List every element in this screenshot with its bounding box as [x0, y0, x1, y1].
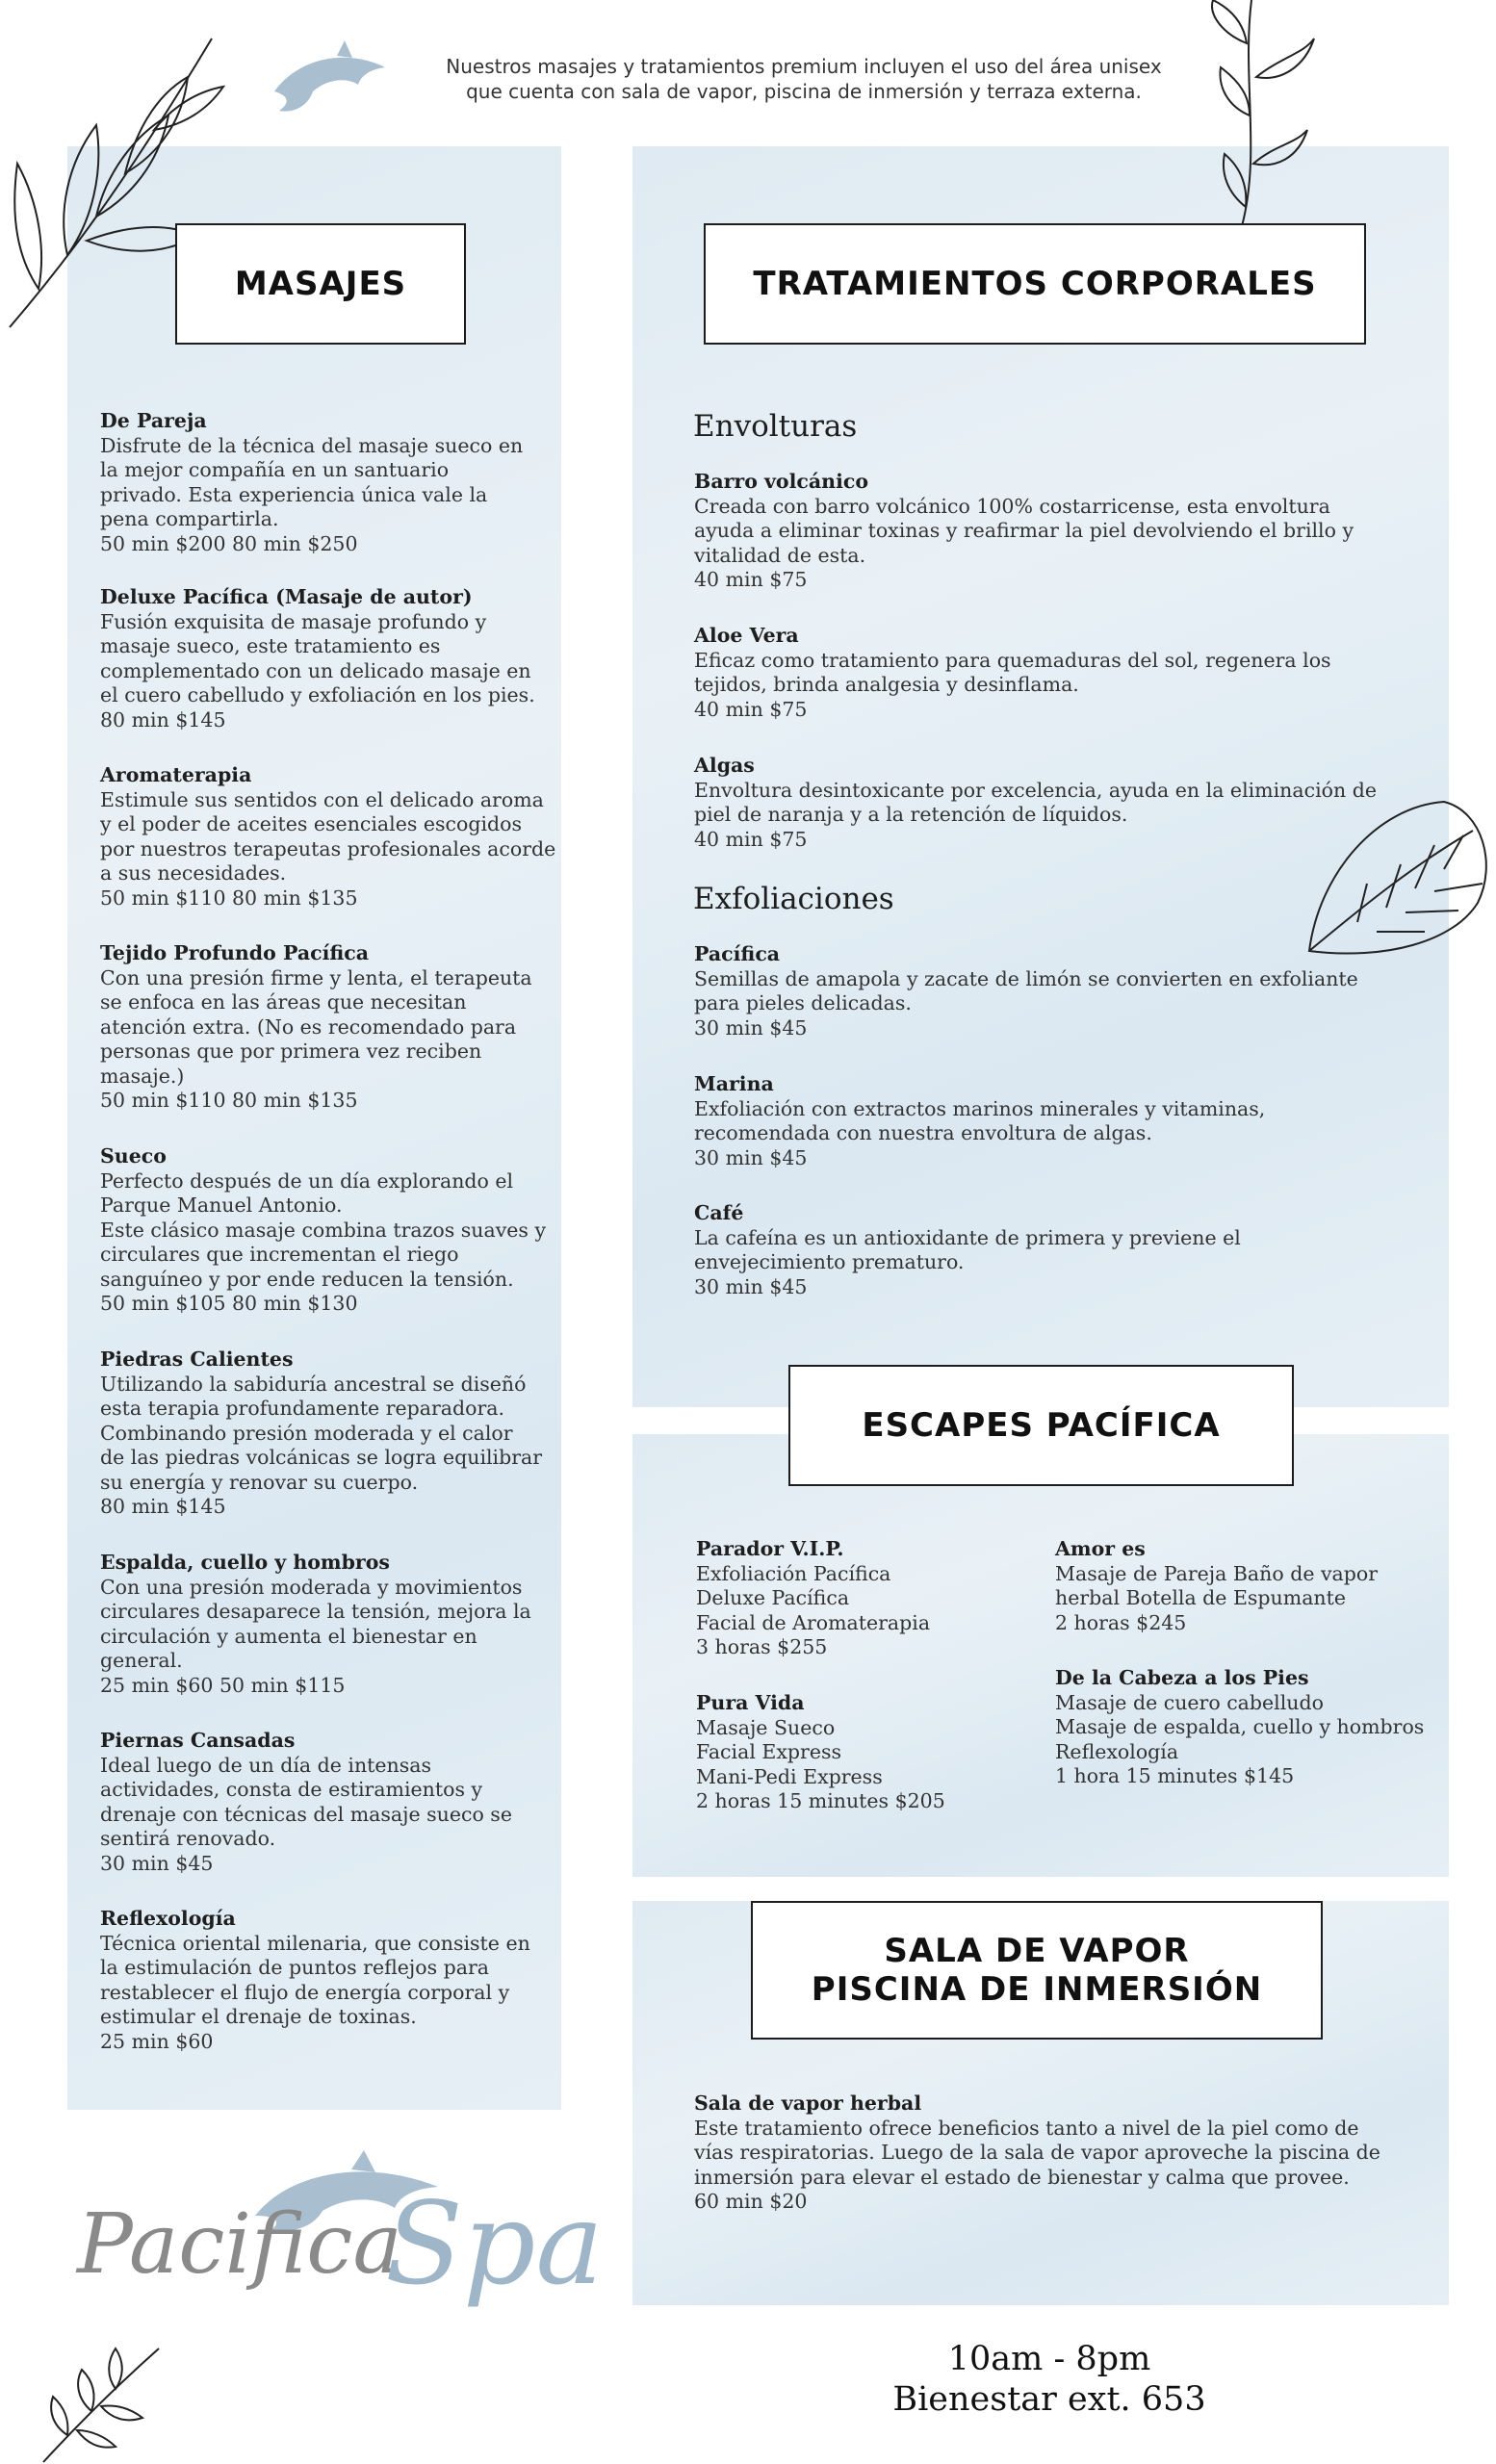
hours-info [847, 2339, 1251, 2420]
item-price: 30 min $45 [694, 1274, 808, 1298]
item-title: Marina [694, 1072, 774, 1095]
item-title: Piedras Calientes [100, 1348, 294, 1371]
list-item [696, 1537, 930, 1660]
item-title: Reflexología [100, 1907, 236, 1930]
item-price: 60 min $20 [694, 2190, 808, 2213]
item-title: De la Cabeza a los Pies [1055, 1666, 1309, 1689]
item-price: 40 min $75 [694, 568, 808, 591]
item-price: 40 min $75 [694, 697, 808, 721]
item-title: Barro volcánico [694, 470, 869, 493]
sala-header [751, 1901, 1323, 2040]
list-item [694, 1072, 1265, 1170]
item-price: 3 horas $255 [696, 1635, 828, 1658]
item-desc: Creada con barro volcánico 100% costarricense, esta envoltura ayuda a eliminar toxinas y reafirmar la piel devolviendo el brillo y vitalidad de esta. [694, 494, 1354, 567]
item-desc: Disfrute de la técnica del masaje sueco en la mejor compañía en un santuario privado. Esta experiencia única vale la pena compartirla. [100, 433, 524, 530]
item-desc: Con una presión firme y lenta, el terapeuta se enfoca en las áreas que necesitan atención extra. (No es recomendado para personas que por primera vez reciben masaje.) [100, 965, 532, 1088]
item-desc: Masaje de Pareja Baño de vapor herbal Botella de Espumante [1055, 1561, 1379, 1609]
item-desc: Fusión exquisita de masaje profundo y masaje sueco, este tratamiento es complementado con un delicado masaje en el cuero cabelludo y exfoliación en los pies. [100, 609, 535, 706]
item-desc: Utilizando la sabiduría ancestral se diseñó esta terapia profundamente reparadora. Combinando presión moderada y el calor de las piedras volcánicas se logra equilibrar su energía y renovar su cuerpo. [100, 1372, 543, 1494]
list-item [100, 409, 523, 556]
sala-header-line2: PISCINA DE INMERSIÓN [811, 1970, 1263, 2009]
item-desc: Envoltura desintoxicante por excelencia, ayuda en la eliminación de piel de naranja y a la retención de líquidos. [694, 778, 1377, 826]
escapes-header: ESCAPES PACÍFICA [788, 1365, 1294, 1486]
leaf-branch-icon [39, 2339, 164, 2464]
list-item [100, 1551, 531, 1698]
item-title: Sueco [100, 1144, 167, 1168]
item-desc: Ideal luego de un día de intensas actividades, consta de estiramientos y drenaje con técnicas del masaje sueco se sentirá renovado. [100, 1753, 512, 1850]
item-desc: Eficaz como tratamiento para quemaduras del sol, regenera los tejidos, brinda analgesia y desinflama. [694, 648, 1331, 696]
item-desc: Este tratamiento ofrece beneficios tanto a nivel de la piel como de vías respiratorias. Luego de la sala de vapor aproveche la piscina de inmersión para elevar el estado de bienestar y calma que provee. [694, 2116, 1380, 2189]
item-price: 80 min $145 [100, 707, 226, 732]
list-item [100, 585, 535, 732]
item-desc: Estimule sus sentidos con el delicado aroma y el poder de aceites esenciales escogidos por nuestros terapeutas profesionales acorde a sus necesidades. [100, 787, 556, 885]
item-desc: Perfecto después de un día explorando el Parque Manuel Antonio. Este clásico masaje combina trazos suaves y circulares que incrementan el riego sanguíneo y por ende reducen la tensión. [100, 1168, 547, 1291]
item-price: 30 min $45 [694, 1015, 808, 1040]
item-title: Tejido Profundo Pacífica [100, 941, 370, 964]
item-title: Parador V.I.P. [696, 1537, 844, 1560]
item-title: Café [694, 1201, 744, 1224]
intro-text: Nuestros masajes y tratamientos premium incluyen el uso del área unisex que cuenta con sala de vapor, piscina de inmersión y terraza externa. [446, 55, 1162, 103]
item-desc: Con una presión moderada y movimientos circulares desaparece la tensión, mejora la circulación y aumenta el bienestar en general. [100, 1575, 531, 1672]
dolphin-icon [270, 38, 395, 116]
item-price: 30 min $45 [694, 1145, 808, 1169]
item-title: De Pareja [100, 409, 207, 432]
list-item [100, 941, 532, 1114]
list-item [1055, 1666, 1424, 1789]
item-desc: Masaje de cuero cabelludo Masaje de espalda, cuello y hombros Reflexología [1055, 1690, 1425, 1763]
item-title: Aromaterapia [100, 763, 252, 786]
extension-info: Bienestar ext. 653 [892, 2380, 1206, 2419]
item-desc: La cafeína es un antioxidante de primera y previene el envejecimiento prematuro. [694, 1225, 1241, 1273]
item-price: 50 min $110 80 min $135 [100, 1089, 358, 1112]
item-desc: Exfoliación Pacífica Deluxe Pacífica Facial de Aromaterapia [696, 1561, 931, 1634]
logo-pacifica: Pacifica [77, 2196, 402, 2293]
item-price: 2 horas 15 minutes $205 [696, 1789, 945, 1812]
item-desc: Técnica oriental milenaria, que consiste en la estimulación de puntos reflejos para restablecer el flujo de energía corporal y estimular el drenaje de toxinas. [100, 1931, 530, 2028]
list-item [100, 1729, 512, 1876]
list-item [694, 754, 1377, 852]
item-title: Piernas Cansadas [100, 1729, 296, 1752]
item-title: Espalda, cuello y hombros [100, 1551, 390, 1574]
item-desc: Exfoliación con extractos marinos minerales y vitaminas, recomendada con nuestra envoltura de algas. [694, 1096, 1266, 1144]
list-item [694, 2092, 1380, 2215]
list-item [1055, 1537, 1378, 1635]
item-price: 50 min $110 80 min $135 [100, 886, 358, 910]
item-price: 50 min $105 80 min $130 [100, 1292, 358, 1315]
item-price: 80 min $145 [100, 1495, 226, 1518]
item-price: 25 min $60 [100, 2029, 214, 2053]
item-price: 2 horas $245 [1055, 1610, 1187, 1634]
list-item [694, 470, 1354, 593]
item-title: Amor es [1055, 1537, 1146, 1560]
item-title: Aloe Vera [694, 624, 799, 647]
item-price: 50 min $200 80 min $250 [100, 531, 358, 555]
item-price: 25 min $60 50 min $115 [100, 1673, 346, 1697]
item-title: Algas [694, 754, 755, 777]
leaf-branch-icon [1184, 0, 1319, 231]
list-item [694, 624, 1331, 722]
list-item [696, 1691, 945, 1814]
masajes-header: MASAJES [175, 223, 466, 345]
exfoliaciones-heading: Exfoliaciones [693, 882, 894, 916]
item-title: Pura Vida [696, 1691, 805, 1714]
item-title: Sala de vapor herbal [694, 2092, 922, 2115]
list-item [694, 1201, 1241, 1299]
opening-hours: 10am - 8pm [947, 2340, 1151, 2378]
item-price: 1 hora 15 minutes $145 [1055, 1764, 1295, 1787]
item-desc: Masaje Sueco Facial Express Mani-Pedi Express [696, 1715, 883, 1788]
envolturas-heading: Envolturas [693, 409, 858, 444]
item-desc: Semillas de amapola y zacate de limón se convierten en exfoliante para pieles delicadas. [694, 966, 1358, 1014]
list-item [694, 942, 1358, 1040]
sala-header-line1: SALA DE VAPOR [884, 1932, 1190, 1970]
list-item [100, 1144, 546, 1317]
list-item [100, 763, 555, 911]
item-title: Pacífica [694, 942, 781, 965]
monstera-leaf-icon [1300, 787, 1496, 961]
tratamientos-header: TRATAMIENTOS CORPORALES [704, 223, 1366, 345]
item-title: Deluxe Pacífica (Masaje de autor) [100, 585, 473, 608]
item-price: 40 min $75 [694, 827, 808, 851]
list-item [100, 1348, 542, 1520]
logo-spa: Spa [385, 2177, 604, 2310]
list-item [100, 1907, 530, 2054]
item-price: 30 min $45 [100, 1851, 214, 1875]
